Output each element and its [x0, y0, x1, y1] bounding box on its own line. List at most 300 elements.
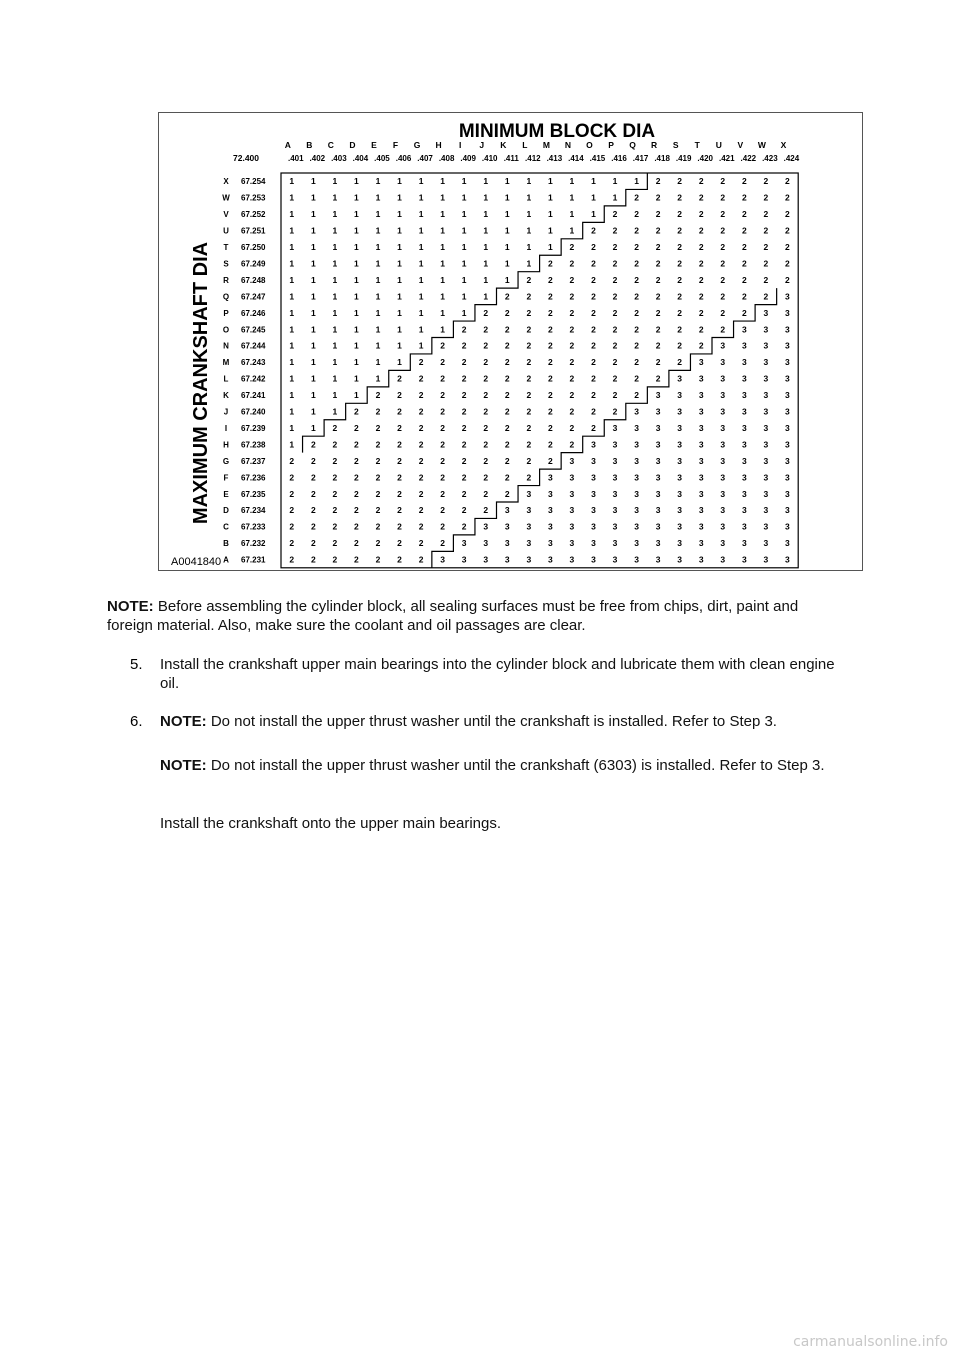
grid-cell: 2: [504, 390, 510, 401]
grid-cell: 2: [354, 455, 359, 466]
grid-cell: 2: [332, 422, 338, 433]
row-value-C: 67.233: [241, 522, 266, 532]
grid-cell: 2: [677, 291, 683, 302]
grid-cell: 3: [763, 538, 769, 549]
column-letter-W: W: [757, 140, 766, 150]
grid-cell: 3: [612, 455, 618, 466]
grid-cell: 1: [332, 291, 338, 302]
grid-cell: 2: [763, 258, 769, 269]
grid-cell: 1: [310, 242, 316, 253]
grid-cell: 2: [591, 390, 596, 401]
grid-cell: 2: [504, 324, 510, 335]
grid-cell: 2: [591, 357, 596, 368]
grid-cell: 3: [591, 439, 596, 450]
grid-cell: 1: [461, 307, 467, 318]
grid-cell: 3: [591, 554, 596, 565]
grid-cell: 1: [440, 192, 445, 203]
grid-cell: 3: [763, 390, 769, 401]
grid-cell: 2: [548, 373, 553, 384]
grid-cell: 1: [332, 209, 338, 220]
grid-cell: 3: [548, 472, 553, 483]
column-letter-C: C: [327, 140, 334, 150]
grid-cell: 2: [332, 488, 338, 499]
grid-cell: 2: [548, 406, 553, 417]
grid-cell: 1: [310, 324, 316, 335]
grid-cell: 2: [720, 225, 726, 236]
grid-cell: 3: [785, 324, 790, 335]
column-letter-F: F: [392, 140, 399, 150]
grid-cell: 3: [698, 505, 704, 516]
grid-cell: 3: [634, 472, 639, 483]
grid-cell: 2: [677, 340, 683, 351]
grid-cell: 3: [720, 455, 726, 466]
grid-cell: 2: [397, 373, 402, 384]
grid-cell: 2: [785, 258, 790, 269]
grid-cell: 3: [698, 521, 704, 532]
grid-cell: 3: [741, 406, 747, 417]
grid-cell: 2: [785, 274, 790, 285]
grid-cell: 3: [634, 554, 639, 565]
grid-cell: 2: [741, 192, 747, 203]
grid-cell: 3: [612, 521, 618, 532]
grid-cell: 1: [332, 176, 338, 187]
grid-cell: 2: [461, 422, 467, 433]
grid-cell: 3: [763, 307, 769, 318]
grid-cell: 2: [763, 209, 769, 220]
grid-cell: 2: [569, 390, 575, 401]
grid-cell: 1: [526, 209, 532, 220]
grid-cell: 2: [332, 472, 338, 483]
grid-cell: 1: [526, 176, 532, 187]
grid-cell: 2: [634, 307, 639, 318]
grid-cell: 3: [720, 406, 726, 417]
grid-cell: 1: [354, 274, 359, 285]
grid-cell: 1: [310, 422, 316, 433]
grid-cell: 3: [634, 521, 639, 532]
row-value-R: 67.248: [241, 275, 266, 285]
grid-cell: 3: [612, 422, 618, 433]
grid-cell: 2: [375, 554, 381, 565]
grid-cell: 2: [720, 307, 726, 318]
grid-cell: 1: [440, 225, 445, 236]
grid-cell: 1: [461, 176, 467, 187]
column-letter-J: J: [479, 140, 485, 150]
column-value-L: .412: [525, 154, 541, 163]
row-letter-S: S: [223, 259, 229, 269]
row-value-U: 67.251: [241, 226, 266, 236]
grid-cell: 1: [354, 390, 359, 401]
grid-cell: 1: [354, 209, 359, 220]
grid-cell: 3: [461, 554, 467, 565]
row-letter-M: M: [222, 358, 230, 368]
grid-cell: 2: [504, 472, 510, 483]
grid-cell: 2: [397, 472, 402, 483]
grid-cell: 2: [461, 488, 467, 499]
column-value-D: .404: [352, 154, 369, 163]
grid-cell: 2: [655, 373, 661, 384]
grid-cell: 3: [741, 505, 747, 516]
column-letter-D: D: [349, 140, 356, 150]
grid-cell: 2: [504, 488, 510, 499]
grid-cell: 2: [655, 258, 661, 269]
grid-cell: 1: [354, 258, 359, 269]
row-letter-N: N: [223, 341, 229, 351]
row-letter-B: B: [223, 539, 229, 549]
grid-cell: 3: [763, 488, 769, 499]
grid-cell: 2: [569, 357, 575, 368]
grid-cell: 3: [785, 291, 790, 302]
grid-cell: 1: [548, 176, 553, 187]
grid-cell: 2: [461, 439, 467, 450]
grid-cell: 1: [569, 225, 575, 236]
grid-cell: 2: [741, 258, 747, 269]
grid-cell: 3: [634, 455, 639, 466]
grid-cell: 3: [785, 340, 790, 351]
grid-cell: 3: [634, 439, 639, 450]
grid-cell: 1: [375, 192, 381, 203]
grid-cell: 2: [332, 538, 338, 549]
grid-cell: 1: [440, 274, 445, 285]
grid-cell: 3: [720, 538, 726, 549]
step-6-number: 6.: [130, 713, 143, 730]
grid-cell: 1: [504, 176, 510, 187]
grid-cell: 1: [375, 291, 381, 302]
grid-cell: 2: [612, 406, 618, 417]
grid-cell: 3: [548, 554, 553, 565]
grid-cell: 2: [310, 488, 316, 499]
grid-cell: 2: [526, 307, 532, 318]
grid-cell: 2: [612, 357, 618, 368]
grid-cell: 1: [289, 176, 295, 187]
grid-cell: 2: [440, 422, 445, 433]
grid-cell: 3: [548, 538, 553, 549]
grid-cell: 1: [332, 357, 338, 368]
grid-cell: 1: [289, 209, 295, 220]
grid-cell: 1: [354, 307, 359, 318]
grid-cell: 2: [354, 505, 359, 516]
grid-cell: 1: [461, 192, 467, 203]
grid-cell: 2: [634, 225, 639, 236]
grid-cell: 2: [569, 242, 575, 253]
grid-cell: 1: [310, 406, 316, 417]
grid-cell: 2: [612, 324, 618, 335]
grid-cell: 3: [677, 455, 683, 466]
grid-cell: 3: [741, 422, 747, 433]
grid-cell: 2: [677, 324, 683, 335]
grid-cell: 1: [310, 373, 316, 384]
grid-cell: 2: [569, 422, 575, 433]
grid-cell: 1: [612, 192, 618, 203]
grid-cell: 1: [397, 209, 402, 220]
column-value-U: .421: [718, 154, 735, 163]
grid-cell: 3: [612, 554, 618, 565]
grid-cell: 2: [591, 225, 596, 236]
grid-cell: 1: [548, 242, 553, 253]
grid-cell: 1: [375, 274, 381, 285]
grid-cell: 1: [504, 242, 510, 253]
grid-cell: 3: [763, 340, 769, 351]
grid-cell: 1: [634, 176, 639, 187]
grid-cell: 2: [418, 521, 424, 532]
grid-cell: 2: [526, 373, 532, 384]
grid-cell: 2: [461, 505, 467, 516]
grid-cell: 3: [698, 538, 704, 549]
grid-cell: 1: [483, 176, 489, 187]
grid-cell: 3: [741, 488, 747, 499]
grid-cell: 2: [548, 390, 553, 401]
column-value-V: .422: [740, 154, 757, 163]
column-letter-R: R: [651, 140, 658, 150]
grid-cell: 2: [677, 357, 683, 368]
grid-cell: 1: [310, 307, 316, 318]
grid-cell: 2: [397, 422, 402, 433]
grid-cell: 2: [418, 472, 424, 483]
grid-cell: 1: [418, 324, 424, 335]
grid-cell: 1: [310, 340, 316, 351]
grid-cell: 2: [526, 406, 532, 417]
column-letter-U: U: [715, 140, 722, 150]
row-value-E: 67.235: [241, 489, 266, 499]
grid-cell: 2: [591, 324, 596, 335]
grid-cell: 2: [763, 225, 769, 236]
grid-cell: 2: [461, 406, 467, 417]
grid-cell: 3: [720, 472, 726, 483]
row-value-L: 67.242: [241, 374, 266, 384]
grid-cell: 3: [698, 373, 704, 384]
grid-cell: 2: [569, 291, 575, 302]
grid-cell: 1: [526, 192, 532, 203]
chart-side-title: MAXIMUM CRANKSHAFT DIA: [190, 241, 212, 525]
grid-cell: 3: [741, 340, 747, 351]
grid-cell: 3: [612, 488, 618, 499]
grid-cell: 3: [763, 472, 769, 483]
grid-cell: 2: [634, 373, 639, 384]
column-letter-V: V: [737, 140, 744, 150]
grid-cell: 3: [569, 554, 575, 565]
grid-cell: 1: [354, 324, 359, 335]
grid-cell: 2: [720, 258, 726, 269]
row-value-N: 67.244: [241, 341, 266, 351]
grid-cell: 2: [548, 258, 553, 269]
grid-cell: 1: [440, 307, 445, 318]
grid-cell: 2: [591, 406, 596, 417]
grid-cell: 2: [461, 373, 467, 384]
grid-cell: 3: [634, 406, 639, 417]
row-value-S: 67.249: [241, 259, 266, 269]
column-value-H: .408: [438, 154, 455, 163]
grid-cell: 2: [375, 538, 381, 549]
column-letter-K: K: [500, 140, 507, 150]
grid-cell: 2: [397, 439, 402, 450]
grid-cell: 1: [461, 242, 467, 253]
grid-cell: 2: [375, 455, 381, 466]
grid-cell: 3: [720, 521, 726, 532]
grid-cell: 3: [785, 439, 790, 450]
grid-cell: 1: [440, 324, 445, 335]
grid-cell: 3: [483, 538, 489, 549]
grid-cell: 2: [397, 521, 402, 532]
grid-cell: 3: [569, 455, 575, 466]
grid-cell: 3: [569, 521, 575, 532]
grid-cell: 1: [591, 176, 596, 187]
grid-cell: 1: [569, 192, 575, 203]
grid-cell: 2: [720, 274, 726, 285]
grid-cell: 1: [418, 274, 424, 285]
grid-cell: 2: [483, 439, 489, 450]
grid-cell: 2: [612, 258, 618, 269]
step-6-note-1-text: Do not install the upper thrust washer until the crankshaft is installed. Refer to Step 3.: [210, 713, 777, 730]
grid-cell: 2: [375, 521, 381, 532]
grid-cell: 1: [375, 176, 381, 187]
grid-cell: 1: [526, 258, 532, 269]
row-letter-H: H: [223, 440, 229, 450]
grid-cell: 2: [698, 176, 704, 187]
grid-cell: 1: [591, 192, 596, 203]
grid-cell: 2: [418, 373, 424, 384]
column-value-C: .403: [331, 154, 347, 163]
grid-cell: 1: [483, 242, 489, 253]
grid-cell: 3: [526, 505, 532, 516]
grid-cell: 3: [526, 554, 532, 565]
grid-cell: 3: [698, 406, 704, 417]
grid-cell: 3: [741, 455, 747, 466]
grid-cell: 3: [741, 357, 747, 368]
grid-cell: 2: [698, 242, 704, 253]
grid-cell: 2: [569, 373, 575, 384]
grid-cell: 2: [591, 422, 596, 433]
grid-cell: 1: [504, 225, 510, 236]
grid-cell: 3: [569, 505, 575, 516]
grid-cell: 1: [375, 324, 381, 335]
grid-cell: 1: [526, 242, 532, 253]
grid-cell: 1: [354, 291, 359, 302]
grid-cell: 2: [504, 307, 510, 318]
grid-cell: 3: [526, 521, 532, 532]
grid-cell: 2: [698, 307, 704, 318]
grid-cell: 3: [720, 340, 726, 351]
grid-cell: 3: [763, 455, 769, 466]
grid-cell: 2: [612, 209, 618, 220]
grid-cell: 2: [677, 307, 683, 318]
grid-cell: 2: [569, 258, 575, 269]
grid-cell: 1: [397, 225, 402, 236]
grid-cell: 1: [397, 242, 402, 253]
grid-cell: 3: [677, 472, 683, 483]
grid-cell: 1: [504, 258, 510, 269]
grid-cell: 2: [526, 340, 532, 351]
row-value-W: 67.253: [241, 193, 266, 203]
grid-cell: 1: [483, 209, 489, 220]
grid-cell: 3: [785, 488, 790, 499]
grid-cell: 3: [655, 439, 661, 450]
grid-cell: 1: [289, 406, 295, 417]
row-value-V: 67.252: [241, 210, 266, 220]
grid-cell: 3: [741, 521, 747, 532]
column-letter-E: E: [371, 140, 377, 150]
grid-cell: 1: [440, 291, 445, 302]
column-letter-N: N: [564, 140, 571, 150]
grid-cell: 2: [698, 291, 704, 302]
grid-cell: 1: [504, 274, 510, 285]
grid-cell: 2: [548, 274, 553, 285]
row-letter-R: R: [223, 275, 229, 285]
grid-cell: 3: [763, 505, 769, 516]
column-letter-B: B: [306, 140, 313, 150]
grid-cell: 3: [785, 373, 790, 384]
row-value-A: 67.231: [241, 555, 266, 565]
grid-cell: 2: [655, 192, 661, 203]
grid-cell: 3: [591, 521, 596, 532]
grid-cell: 3: [741, 390, 747, 401]
grid-cell: 3: [591, 488, 596, 499]
grid-cell: 1: [397, 176, 402, 187]
grid-cell: 2: [418, 538, 424, 549]
row-letter-X: X: [223, 177, 229, 187]
grid-cell: 2: [548, 439, 553, 450]
grid-cell: 2: [591, 307, 596, 318]
grid-cell: 1: [375, 209, 381, 220]
grid-cell: 3: [785, 521, 790, 532]
grid-cell: 3: [720, 390, 726, 401]
row-value-G: 67.237: [241, 456, 266, 466]
grid-cell: 3: [548, 488, 553, 499]
grid-cell: 2: [289, 554, 295, 565]
grid-cell: 2: [310, 455, 316, 466]
grid-cell: 3: [785, 538, 790, 549]
grid-cell: 2: [655, 357, 661, 368]
grid-cell: 2: [397, 554, 402, 565]
grid-cell: 3: [677, 554, 683, 565]
grid-cell: 2: [591, 340, 596, 351]
grid-cell: 2: [720, 192, 726, 203]
grid-cell: 2: [741, 225, 747, 236]
step-6-note-2-text: Do not install the upper thrust washer until the crankshaft (6303) is installed. Refer to Step 3.: [210, 757, 825, 774]
grid-cell: 3: [655, 406, 661, 417]
grid-cell: 1: [591, 209, 596, 220]
column-value-R: .418: [654, 154, 670, 163]
grid-cell: 1: [289, 422, 295, 433]
grid-cell: 2: [483, 357, 489, 368]
grid-cell: 2: [418, 505, 424, 516]
grid-cell: 1: [289, 324, 295, 335]
grid-cell: 2: [526, 472, 532, 483]
grid-cell: 2: [310, 521, 316, 532]
grid-cell: 2: [785, 242, 790, 253]
grid-cell: 2: [461, 521, 467, 532]
column-value-E: .405: [374, 154, 390, 163]
row-letter-A: A: [223, 555, 229, 565]
grid-cell: 3: [677, 505, 683, 516]
chart-corner-value: 72.400: [233, 153, 259, 163]
grid-cell: 3: [763, 521, 769, 532]
row-letter-G: G: [222, 456, 230, 466]
column-letter-T: T: [694, 140, 700, 150]
column-value-G: .407: [417, 154, 433, 163]
note-text: Before assembling the cylinder block, all sealing surfaces must be free from chips, dirt, paint and foreign material. Also, make sure the coolant and oil passages are clear.: [107, 598, 799, 634]
grid-cell: 2: [655, 340, 661, 351]
row-letter-F: F: [223, 473, 229, 483]
grid-cell: 2: [548, 340, 553, 351]
grid-cell: 3: [763, 406, 769, 417]
grid-cell: 3: [591, 472, 596, 483]
grid-cell: 1: [461, 225, 467, 236]
grid-cell: 3: [677, 521, 683, 532]
grid-cell: 2: [375, 439, 381, 450]
grid-cell: 2: [634, 324, 639, 335]
grid-cell: 1: [612, 176, 618, 187]
grid-cell: 3: [440, 554, 445, 565]
grid-cell: 2: [548, 422, 553, 433]
